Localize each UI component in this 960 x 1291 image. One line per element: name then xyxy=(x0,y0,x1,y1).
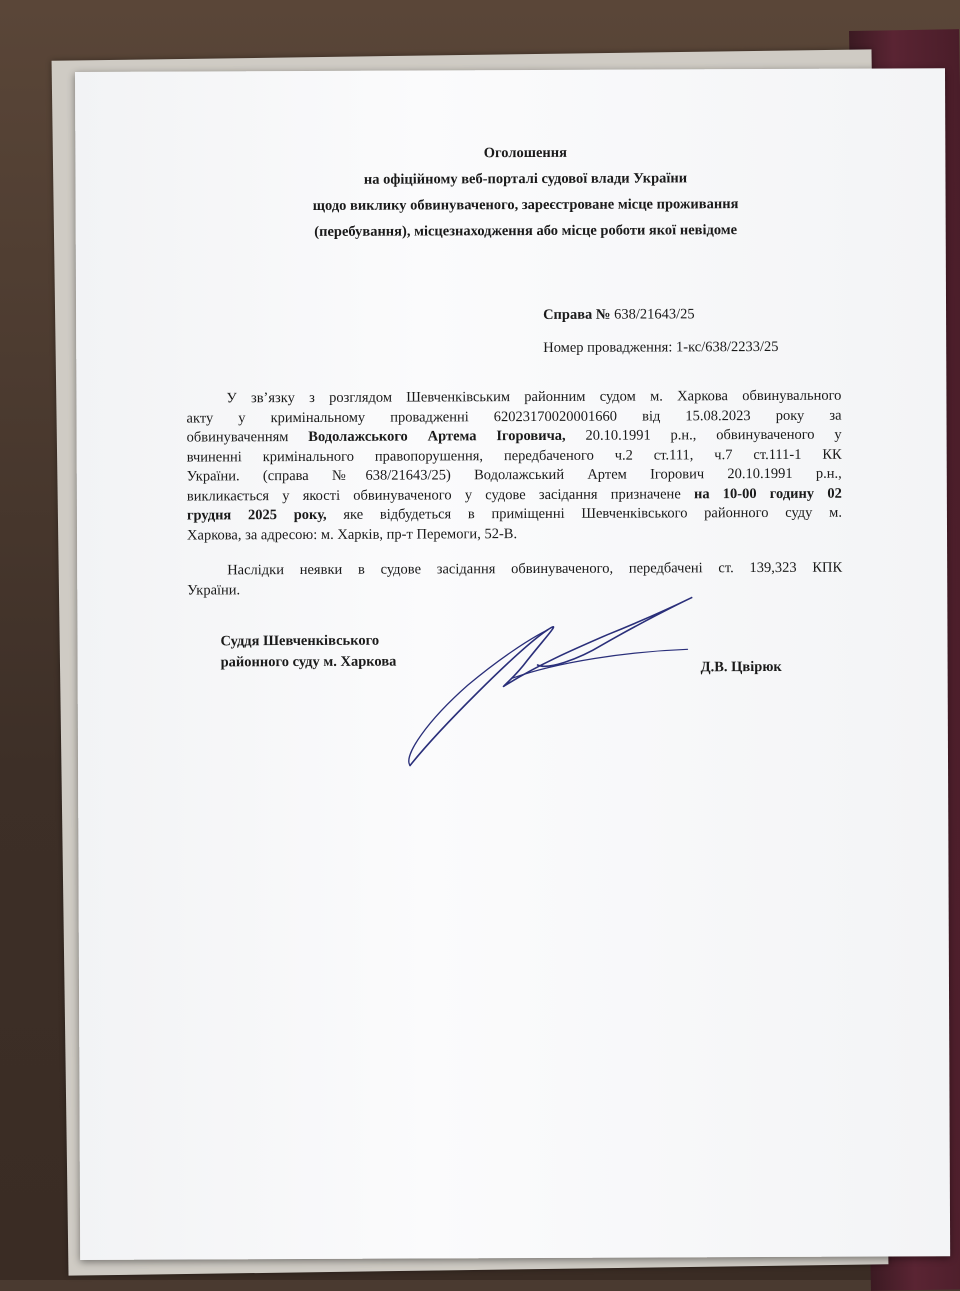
summons-text: викликається у якості обвинуваченого у судове засідання призначене xyxy=(186,485,681,505)
judge-signature xyxy=(397,589,698,770)
hearing-place: яке відбудеться в приміщенні Шевченківського районного суду м. xyxy=(343,504,842,523)
heading-line-4: (перебування), місцезнаходження або місце роботи якої невідоме xyxy=(314,222,738,240)
paragraph1-line-4: вчиненні кримінального правопорушення, передбаченого ч.2 ст.111, ч.7 ст.111-1 КК xyxy=(186,446,842,466)
hearing-date: грудня 2025 року, xyxy=(186,506,327,524)
notice-heading xyxy=(275,139,775,245)
case-number: 638/21643/25 xyxy=(614,306,695,323)
paragraph1-line-2: акту у кримінальному провадженні 62023170020001660 від 15.08.2023 року за xyxy=(186,407,842,427)
judge-name: Д.В. Цвірюк xyxy=(700,658,782,676)
paragraph1-line-3 xyxy=(187,426,842,448)
heading-line-2: на офіційному веб-порталі судової влади України xyxy=(363,170,688,188)
heading-line-1: Оголошення xyxy=(483,144,567,162)
case-label: Справа № xyxy=(543,306,611,323)
defendant-name: Водолажського Артема Ігоровича, xyxy=(308,427,566,445)
document-page xyxy=(75,68,950,1260)
paragraph1-line-5: України. (справа №638/21643/25) Водолажський Артем Ігорович 20.10.1991 р.н., xyxy=(186,465,842,485)
judge-title-line-2: районного суду м. Харкова xyxy=(220,653,397,671)
proceeding-number-line xyxy=(543,339,778,357)
defendant-birth: 20.10.1991 р.н., обвинуваченого у xyxy=(585,426,842,444)
main-paragraph xyxy=(186,387,842,546)
paragraph2-line-2: України. xyxy=(187,581,241,599)
paragraph2-line-1: Наслідки неявки в судове засідання обвинуваченого, передбачені ст. 139,323 КПК xyxy=(227,559,843,579)
paragraph1-line-7 xyxy=(187,504,842,526)
paragraph1-line-1: У зв’язку з розглядом Шевченківським районним судом м. Харкова обвинувального xyxy=(226,387,842,407)
judge-title xyxy=(220,631,396,674)
hearing-time: на 10-00 годину 02 xyxy=(693,485,842,502)
heading-line-3: щодо виклику обвинуваченого, зареєстроване місце проживання xyxy=(312,196,739,214)
judge-title-line-1: Суддя Шевченківського xyxy=(220,632,380,650)
proceeding-label: Номер провадження: xyxy=(543,339,673,356)
paragraph1-line-8: Харкова, за адресою: м. Харків, пр-т Перемоги, 52-В. xyxy=(186,525,518,544)
accusation-prefix: обвинуваченням xyxy=(186,429,289,446)
proceeding-number: 1-кс/638/2233/25 xyxy=(675,338,779,356)
case-number-line xyxy=(543,306,695,324)
